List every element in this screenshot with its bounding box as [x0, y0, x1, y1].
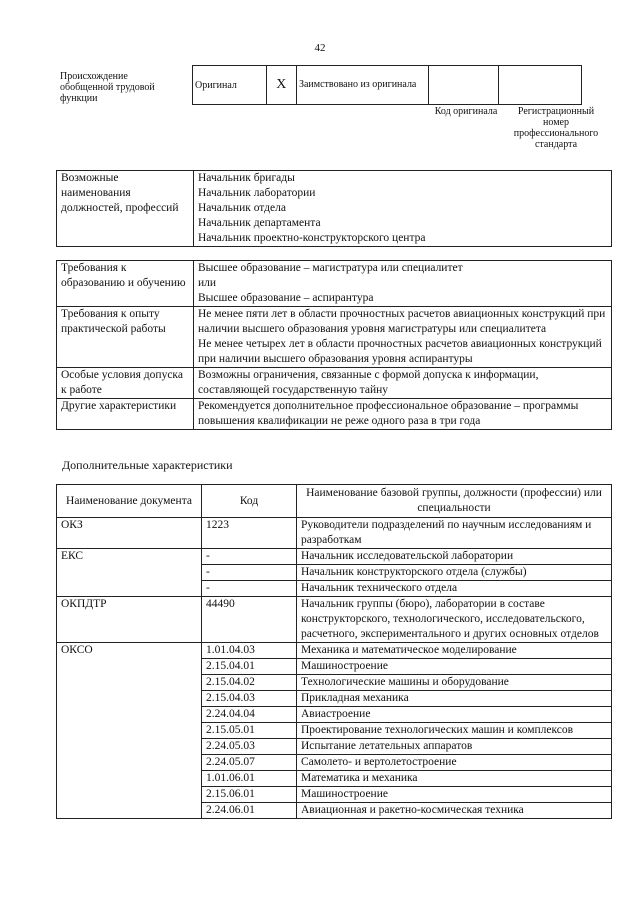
table-row [57, 723, 612, 739]
name-cell: Самолето- и вертолетостроение [297, 755, 612, 771]
table-row [57, 771, 612, 787]
table-row [57, 565, 612, 581]
reg-cell [498, 66, 581, 105]
doc-cell [57, 565, 202, 581]
requirements-table [56, 260, 612, 430]
original-mark: X [266, 66, 296, 105]
table-row [57, 581, 612, 597]
name-cell: Авиационная и ракетно-космическая техника [297, 803, 612, 819]
code-cell: 44490 [202, 597, 297, 643]
doc-cell: ОКПДТР [57, 597, 202, 643]
doc-cell [57, 755, 202, 771]
table-row [57, 691, 612, 707]
table-row [57, 675, 612, 691]
doc-cell [57, 707, 202, 723]
requirement-label: Требования к образованию и обучению [57, 261, 194, 307]
doc-cell: ЕКС [57, 549, 202, 565]
additional-table [56, 484, 612, 819]
page-number: 42 [314, 42, 326, 54]
position-item: Начальник лаборатории [198, 187, 316, 199]
name-cell: Начальник группы (бюро), лаборатории в составе конструкторского, технологического, исследовательского, расчетного, экспериментального и других основных отделов [297, 597, 612, 643]
code-cell: 2.15.04.03 [202, 691, 297, 707]
table-row [57, 739, 612, 755]
code-cell: 2.15.04.02 [202, 675, 297, 691]
requirement-label: Требования к опыту практической работы [57, 307, 194, 368]
requirement-line: Высшее образование – магистратура или специалитет [198, 262, 463, 274]
doc-cell [57, 723, 202, 739]
doc-cell [57, 581, 202, 597]
name-cell: Механика и математическое моделирование [297, 643, 612, 659]
name-cell: Проектирование технологических машин и комплексов [297, 723, 612, 739]
table-row [57, 787, 612, 803]
position-item: Начальник проектно-конструкторского центра [198, 232, 426, 244]
requirement-row [57, 399, 612, 430]
table-row [57, 755, 612, 771]
code-cell: 2.15.05.01 [202, 723, 297, 739]
name-cell: Машиностроение [297, 659, 612, 675]
requirement-value [194, 399, 612, 430]
requirement-line: Возможны ограничения, связанные с формой допуска к информации, составляющей государственную тайну [198, 369, 539, 396]
requirement-line: Рекомендуется дополнительное профессиональное образование – программы повышения квалификации не реже одного раза в три года [198, 400, 579, 427]
code-cell: - [202, 549, 297, 565]
original-cell [193, 66, 267, 105]
origin-table [192, 65, 582, 105]
requirement-row [57, 307, 612, 368]
table-row [57, 549, 612, 565]
borrowed-label: Заимствовано из оригинала [296, 66, 428, 105]
code-cell: - [202, 581, 297, 597]
table-row [57, 518, 612, 549]
origin-label: Происхождение обобщенной трудовой функции [60, 71, 155, 104]
name-cell: Начальник исследовательской лаборатории [297, 549, 612, 565]
doc-cell: ОКЗ [57, 518, 202, 549]
header-doc: Наименование документа [57, 485, 202, 518]
table-row [57, 643, 612, 659]
name-cell: Авиастроение [297, 707, 612, 723]
requirement-label: Другие характеристики [57, 399, 194, 430]
requirement-line: Высшее образование – аспирантура [198, 292, 374, 304]
header-name: Наименование базовой группы, должности (профессии) или специальности [297, 485, 612, 518]
requirement-line: или [198, 277, 217, 289]
code-cell: 2.24.06.01 [202, 803, 297, 819]
name-cell: Технологические машины и оборудование [297, 675, 612, 691]
doc-cell [57, 691, 202, 707]
positions-label: Возможные наименования должностей, профессий [57, 171, 194, 247]
requirement-value [194, 307, 612, 368]
position-item: Начальник отдела [198, 202, 286, 214]
code-cell: 2.15.04.01 [202, 659, 297, 675]
name-cell: Математика и механика [297, 771, 612, 787]
code-cell: 1223 [202, 518, 297, 549]
code-cell: 1.01.06.01 [202, 771, 297, 787]
table-row [57, 803, 612, 819]
doc-cell [57, 771, 202, 787]
code-cell: - [202, 565, 297, 581]
original-label: Оригинал [195, 79, 237, 91]
requirement-line: Не менее пяти лет в области прочностных расчетов авиационных конструкций при наличии высшего образования уровня магистратуры или специалитета [198, 308, 606, 335]
code-cell: 2.24.04.04 [202, 707, 297, 723]
doc-cell [57, 787, 202, 803]
positions-table [56, 170, 612, 247]
table-row [57, 707, 612, 723]
name-cell: Руководители подразделений по научным исследованиям и разработкам [297, 518, 612, 549]
requirement-label: Особые условия допуска к работе [57, 368, 194, 399]
doc-cell [57, 739, 202, 755]
name-cell: Начальник конструкторского отдела (службы) [297, 565, 612, 581]
additional-title: Дополнительные характеристики [62, 458, 233, 472]
code-cell: 1.01.04.03 [202, 643, 297, 659]
reg-caption: Регистрационный номер профессионального стандарта [513, 106, 599, 150]
requirement-value [194, 368, 612, 399]
requirement-value [194, 261, 612, 307]
doc-cell [57, 803, 202, 819]
code-cell: 2.24.05.03 [202, 739, 297, 755]
requirement-line: Не менее четырех лет в области прочностных расчетов авиационных конструкций при наличии высшего образования уровня аспирантуры [198, 338, 602, 365]
requirement-row [57, 261, 612, 307]
code-cell [428, 66, 498, 105]
code-cell: 2.15.06.01 [202, 787, 297, 803]
doc-cell [57, 659, 202, 675]
doc-cell: ОКСО [57, 643, 202, 659]
code-caption: Код оригинала [434, 106, 498, 117]
position-item: Начальник бригады [198, 172, 295, 184]
name-cell: Испытание летательных аппаратов [297, 739, 612, 755]
name-cell: Машиностроение [297, 787, 612, 803]
positions-list [194, 171, 612, 247]
header-code: Код [202, 485, 297, 518]
requirement-row [57, 368, 612, 399]
table-row [57, 659, 612, 675]
position-item: Начальник департамента [198, 217, 321, 229]
name-cell: Начальник технического отдела [297, 581, 612, 597]
doc-cell [57, 675, 202, 691]
name-cell: Прикладная механика [297, 691, 612, 707]
table-row [57, 597, 612, 643]
code-cell: 2.24.05.07 [202, 755, 297, 771]
